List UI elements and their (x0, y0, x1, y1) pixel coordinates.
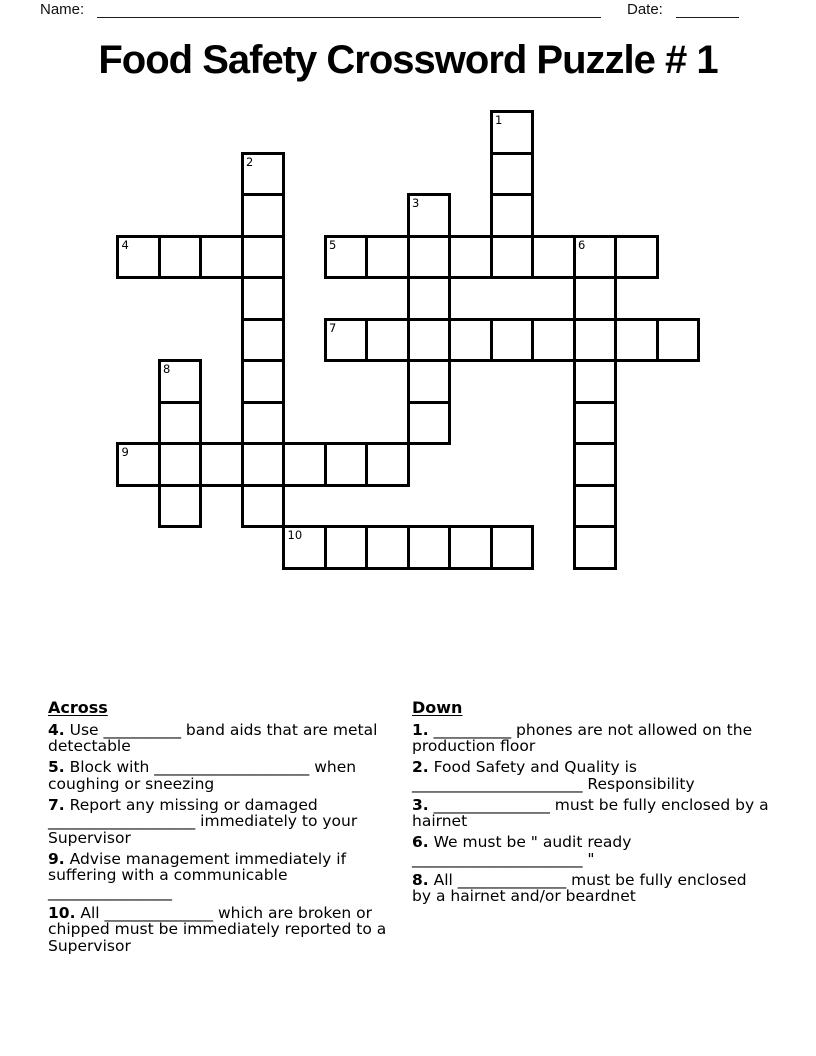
across-heading: Across (48, 698, 108, 717)
clue-text: All ______________ must be fully enclosed by a hairnet and/or beardnet (412, 870, 747, 905)
crossword-cell[interactable] (241, 276, 286, 321)
crossword-cell[interactable] (490, 318, 535, 363)
crossword-cell[interactable] (324, 525, 369, 570)
clue-number: 2. (412, 758, 429, 776)
crossword-cell[interactable] (407, 359, 452, 404)
down-clue-list (412, 722, 770, 905)
clue-number: 3. (412, 795, 429, 814)
across-clues-column (48, 700, 393, 959)
crossword-cell[interactable] (241, 318, 286, 363)
clue-item (412, 834, 770, 867)
crossword-cell[interactable] (158, 484, 203, 529)
clue-text: Food Safety and Quality is ______________________ Responsibility (412, 758, 695, 793)
clue-text: All ______________ which are broken or chipped must be immediately reported to a Supervisor (48, 903, 387, 955)
down-heading: Down (412, 698, 463, 717)
crossword-cell[interactable] (241, 359, 286, 404)
cell-number: 3 (412, 196, 420, 210)
clue-item (412, 759, 770, 792)
date-label: Date: (627, 1, 663, 18)
crossword-cell[interactable] (490, 193, 535, 238)
crossword-cell[interactable] (158, 359, 203, 404)
date-input-line[interactable] (676, 0, 739, 18)
crossword-cell[interactable] (573, 276, 618, 321)
clue-item (48, 759, 393, 792)
crossword-cell[interactable] (573, 359, 618, 404)
clue-item (48, 797, 393, 847)
crossword-cell[interactable] (158, 401, 203, 446)
crossword-cell[interactable] (116, 235, 161, 280)
crossword-cell[interactable] (241, 484, 286, 529)
clue-text: __________ phones are not allowed on the production floor (412, 720, 753, 755)
crossword-cell[interactable] (573, 318, 618, 363)
crossword-cell[interactable] (407, 276, 452, 321)
clue-item (412, 872, 770, 905)
crossword-cell[interactable] (407, 401, 452, 446)
crossword-cell[interactable] (448, 525, 493, 570)
down-clues-column (412, 700, 770, 909)
crossword-cell[interactable] (158, 235, 203, 280)
crossword-grid (116, 110, 700, 570)
clue-text: Use __________ band aids that are metal detectable (48, 720, 378, 755)
crossword-cell[interactable] (490, 110, 535, 155)
name-label: Name: (40, 1, 85, 18)
crossword-cell[interactable] (490, 235, 535, 280)
page-title: Food Safety Crossword Puzzle # 1 (98, 38, 718, 82)
cell-number: 7 (329, 320, 337, 335)
crossword-cell[interactable] (365, 442, 410, 487)
crossword-cell[interactable] (573, 442, 618, 487)
crossword-cell[interactable] (241, 401, 286, 446)
crossword-cell[interactable] (573, 401, 618, 446)
cell-number: 10 (287, 528, 303, 542)
clue-number: 9. (48, 849, 65, 868)
clue-text: Report any missing or damaged ___________________ immediately to your Supervisor (48, 795, 358, 847)
crossword-cell[interactable] (324, 318, 369, 363)
cell-number: 4 (121, 237, 129, 252)
crossword-cell[interactable] (448, 235, 493, 280)
clue-number: 4. (48, 720, 65, 739)
crossword-cell[interactable] (116, 442, 161, 487)
crossword-cell[interactable] (656, 318, 701, 363)
across-clue-list (48, 722, 393, 955)
crossword-cell[interactable] (531, 318, 576, 363)
clue-item (412, 797, 770, 830)
crossword-cell[interactable] (241, 442, 286, 487)
cell-number: 5 (329, 237, 337, 252)
name-input-line[interactable] (97, 0, 601, 18)
crossword-cell[interactable] (241, 152, 286, 197)
crossword-cell[interactable] (573, 235, 618, 280)
crossword-cell[interactable] (199, 235, 244, 280)
cell-number: 6 (578, 237, 586, 252)
crossword-cell[interactable] (573, 525, 618, 570)
crossword-cell[interactable] (407, 235, 452, 280)
crossword-cell[interactable] (241, 193, 286, 238)
clue-number: 6. (412, 833, 429, 851)
clue-text: Block with ____________________ when coughing or sneezing (48, 758, 357, 793)
crossword-cell[interactable] (282, 442, 327, 487)
cell-number: 9 (121, 445, 129, 459)
cell-number: 2 (246, 154, 254, 169)
clue-item (48, 722, 393, 755)
cell-number: 8 (163, 362, 171, 376)
crossword-cell[interactable] (407, 193, 452, 238)
crossword-cell[interactable] (282, 525, 327, 570)
clue-number: 8. (412, 870, 429, 889)
crossword-cell[interactable] (407, 318, 452, 363)
crossword-cell[interactable] (448, 318, 493, 363)
crossword-cell[interactable] (324, 442, 369, 487)
crossword-cell[interactable] (365, 318, 410, 363)
crossword-cell[interactable] (365, 525, 410, 570)
crossword-cell[interactable] (614, 318, 659, 363)
clue-item (48, 905, 393, 955)
cell-number: 1 (495, 113, 503, 127)
crossword-cell[interactable] (531, 235, 576, 280)
clue-number: 5. (48, 758, 65, 776)
crossword-cell[interactable] (407, 525, 452, 570)
crossword-cell[interactable] (241, 235, 286, 280)
crossword-cell[interactable] (324, 235, 369, 280)
crossword-cell[interactable] (365, 235, 410, 280)
clue-number: 10. (48, 903, 76, 922)
clue-number: 7. (48, 795, 65, 814)
clue-text: Advise management immediately if suffering with a communicable ________________ (48, 849, 347, 901)
crossword-cell[interactable] (573, 484, 618, 529)
clue-item (412, 722, 770, 755)
crossword-cell[interactable] (158, 442, 203, 487)
clue-text: _______________ must be fully enclosed by a hairnet (412, 795, 769, 830)
clue-item (48, 851, 393, 901)
crossword-cell[interactable] (614, 235, 659, 280)
crossword-cell[interactable] (199, 442, 244, 487)
crossword-cell[interactable] (490, 525, 535, 570)
clue-number: 1. (412, 720, 429, 739)
crossword-cell[interactable] (490, 152, 535, 197)
clue-text: We must be " audit ready ______________________ " (412, 833, 632, 868)
